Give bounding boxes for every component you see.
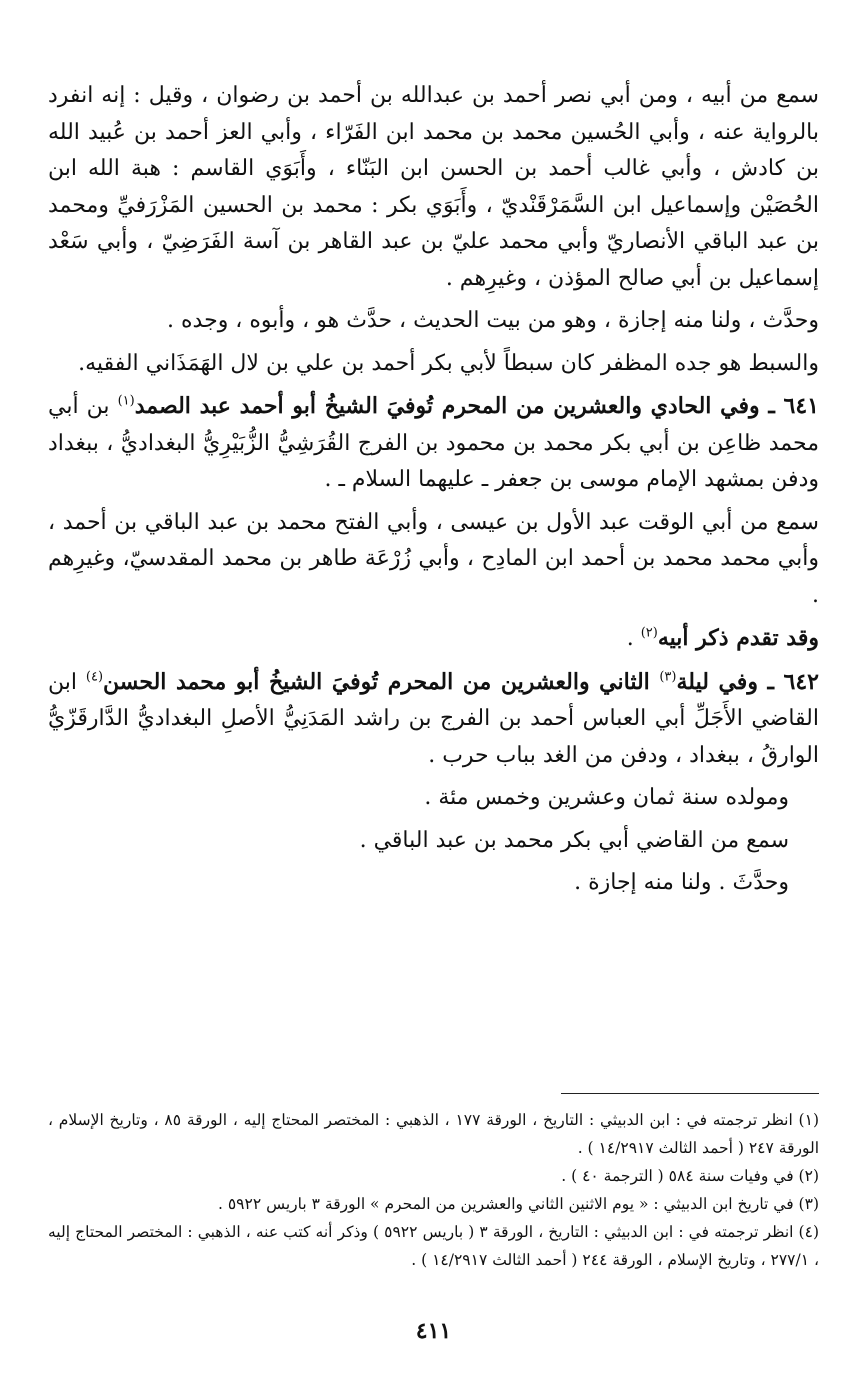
footnote-3: (٣) في تاريخ ابن الدبيثي : « يوم الاثنين الثاني والعشرين من المحرم » الورقة ٣ باريس ٥٩٢٢ . (218, 1195, 819, 1213)
paragraph-teachers (48, 78, 819, 297)
entry-text: بن أبي محمد ظاعِن بن أبي بكر محمد بن محمود بن الفرج القُرَشِيُّ الزُّبَيْرِيُّ البغداديُّ ، ببغداد ودفن بمشهد الإمام موسى بن جعفر ـ عليهما السلام ـ . (48, 394, 819, 492)
paragraph-text: وحدَّثَ . ولنا منه إجازة . (574, 870, 789, 895)
paragraph-teachers-641 (48, 505, 819, 615)
entry-heading: ٦٤٢ ـ وفي ليلة (676, 668, 819, 695)
main-text (48, 78, 819, 902)
paragraph-lead: وقد تقدم ذكر أبيه (657, 625, 819, 651)
paragraph-text: سمع من أبي الوقت عبد الأول بن عيسى ، وأبي الفتح محمد بن عبد الباقي بن أحمد ، وأبي محمد محمد بن أحمد ابن المادِح ، وأبي زُرْعَة طاهر بن محمد المقدسيّ، وغيرِهم . (48, 509, 819, 608)
paragraph-text: وحدَّث ، ولنا منه إجازة ، وهو من بيت الحديث ، حدَّث هو ، وأبوه ، وجده . (167, 308, 819, 333)
footnote-ref[interactable]: (٢) (640, 625, 658, 641)
paragraph-sibt (48, 346, 819, 383)
book-page (48, 78, 819, 1397)
paragraph-text: . (626, 626, 641, 651)
footnote-ref[interactable]: (٣) (659, 669, 677, 685)
page-number: ٤١١ (415, 1318, 452, 1344)
footnote-4: (٤) انظر ترجمته في : ابن الدبيثي : التاريخ ، الورقة ٣ ( باريس ٥٩٢٢ ) وذكر أنه كتب عنه ، الذهبي : المختصر المحتاج إليه ، ٢٧٧/١ ، وتاريخ الإسلام ، الورقة ٢٤٤ ( أحمد الثالث ١٤/٢٩١٧ ) . (48, 1223, 819, 1269)
footnote-ref[interactable]: (١) (117, 393, 135, 409)
entry-641 (48, 388, 819, 499)
paragraph-text: سمع من أبيه ، ومن أبي نصر أحمد بن عبدالله بن أحمد بن رضوان ، وقيل : إنه انفرد بالرواية عنه ، وأبي الحُسين محمد بن محمد ابن الفَرّاء ، وأبي العز أحمد بن عُبيد الله بن كادش ، وأبي غالب أحمد بن الحسن ابن البَنّاء ، وأَبَوَي القاسم : هبة الله ابن الحُصَيْن وإسماعيل ابن السَّمَرْقَنْديّ ، وأَبَوَي بكر : محمد بن الحسين المَزْرَفيِّ ومحمد بن عبد الباقي الأنصاريّ وأبي محمد عليّ بن عبد القاهر بن آسة الفَرَضِيّ ، وأبي سَعْد إسماعيل بن أبي صالح المؤذن ، وغيرِهم . (48, 83, 819, 291)
entry-heading: ٦٤١ ـ وفي الحادي والعشرين من المحرم تُوفيَ الشيخُ أبو أحمد عبد الصمد (134, 393, 819, 419)
paragraph-heard (48, 823, 819, 860)
entry-642 (48, 664, 819, 775)
footnote-divider (561, 1093, 819, 1094)
paragraph-narrated (48, 865, 819, 902)
paragraph-father-ref (48, 620, 819, 658)
footnotes (48, 1106, 819, 1274)
paragraph-text: سمع من القاضي أبي بكر محمد بن عبد الباقي . (359, 827, 789, 853)
footnote-ref[interactable]: (٤) (85, 669, 104, 685)
paragraph-birth (48, 780, 819, 817)
footnote-1: (١) انظر ترجمته في : ابن الدبيثي : التاريخ ، الورقة ١٧٧ ، الذهبي : المختصر المحتاج إليه ، الورقة ٨٥ ، وتاريخ الإسلام ، الورقة ٢٤٧ ( أحمد الثالث ١٤/٢٩١٧ ) . (48, 1111, 819, 1157)
entry-text: ابن القاضي الأَجَلِّ أبي العباس أحمد بن الفرج بن راشد المَدَنِيُّ الأصلِ البغداديُّ الدَّارقَزّيُّ الوارقُ ، ببغداد ، ودفن من الغد بباب حرب . (48, 669, 819, 768)
entry-heading-cont: الثاني والعشرين من المحرم تُوفيَ الشيخُ أبو محمد الحسن (103, 668, 660, 695)
paragraph-text: والسبط هو جده المظفر كان سبطاً لأبي بكر أحمد بن علي بن لال الهَمَذَاني الفقيه. (78, 350, 819, 376)
paragraph-narration (48, 303, 819, 340)
paragraph-text: ومولده سنة ثمان وعشرين وخمس مئة . (424, 785, 789, 810)
footnote-2: (٢) في وفيات سنة ٥٨٤ ( الترجمة ٤٠ ) . (561, 1167, 819, 1185)
